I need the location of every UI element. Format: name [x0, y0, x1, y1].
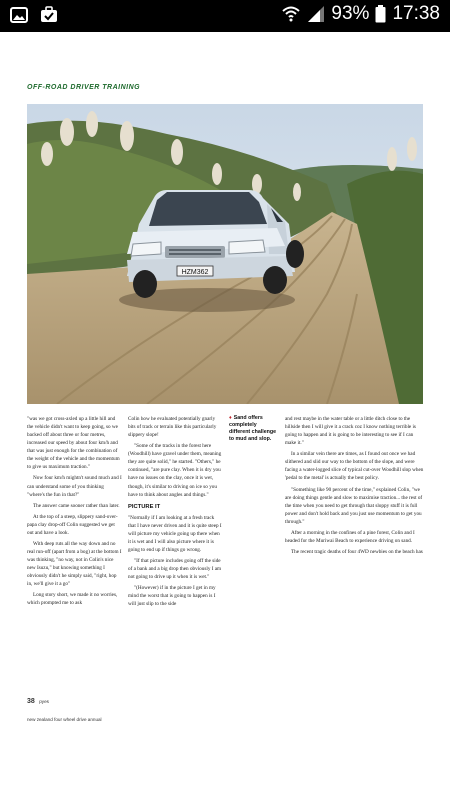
paragraph: The recent tragic deaths of four 4WD newbies on the beach has: [291, 548, 423, 555]
paragraph: In a similar vein there are times, as I found out once we had slithered and slid our way to the bottom of the slope, and were facing a water-logged slice of typical cut-over Woodhill slop when 'pedal to the metal' is actually the best policy.: [285, 451, 424, 482]
license-plate: HZM362: [181, 269, 209, 276]
paragraph: "was we got cross-axled up a little hill and the vehicle didn't want to keep going, so we backed off about three or four metres, increased our speed by about four km/h and that was just enough for the combination of the weight of the vehicle and the momentum to give us maximum traction.": [27, 416, 120, 471]
subhead: PICTURE IT: [128, 503, 161, 510]
paragraph: "If that picture includes going off the side of a bank and a big drop then obviously I am not going to drive up it when it is wet.": [128, 557, 222, 581]
publication-name: new zealand four wheel drive annual: [27, 717, 102, 722]
battery-icon: [375, 5, 386, 23]
battery-percent: 93%: [331, 3, 370, 24]
article-photo: [27, 104, 423, 404]
wifi-icon: [281, 4, 301, 24]
caption-text: Sand offers completely different challenge to mud and slop.: [229, 415, 277, 442]
paragraph: The answer came sooner rather than later.: [33, 502, 120, 509]
article-column-1: [27, 415, 122, 685]
article-column-4: [285, 415, 425, 685]
paragraph: "Something like 90 percent of the time," explained Colin, "we are doing things gentle and slow to maximise traction... the rest of the time when you need to get through that sloppy stuff it is full power and don't hold back and you just use momentum to get you through.": [285, 486, 423, 525]
paragraph: At the top of a steep, slippery sand-over-papa clay drop-off Colin suggested we get out and have a look.: [27, 513, 118, 536]
paragraph: Now four km/h mightn't sound much and I can understand some of you thinking "where's the fun in that?": [27, 475, 122, 498]
page-footer: [27, 690, 102, 726]
page-unit: pyes: [39, 699, 49, 704]
off-road-vehicle-photo: [27, 104, 423, 404]
status-bar-right: [281, 3, 440, 25]
article-body: [27, 415, 425, 685]
paragraph: "(However) if in the picture I get in my mind the worst that is going to happen is I will just slip to the side: [128, 585, 216, 608]
status-bar-left: [10, 6, 58, 24]
paragraph: Colin how he evaluated potentially gnarly bits of track or terrain like this particularly slippery slope!: [128, 416, 217, 439]
paragraph: "Normally if I am looking at a fresh track that I have never driven and it is quite steep I will picture my vehicle going up there when it is wet and I will also picture where it is going to end up if things go wrong.: [128, 514, 222, 553]
paragraph: "Some of the tracks in the forest here (Woodhill) have gravel under them, meaning they are quite solid," he started. "Others," he continued, "are pure clay. When it is dry you have no issues on the clay, once it is wet, though, it's similar to driving on ice so you have to think about angles and things.": [128, 443, 222, 498]
caption-arrow-icon: ♦: [229, 415, 232, 421]
article-column-2: [128, 415, 223, 685]
article-column-3: [229, 415, 279, 685]
image-icon: [10, 6, 28, 24]
paragraph: Long story short, we made it no worries, which prompted me to ask: [27, 592, 118, 607]
clock: 17:38: [392, 3, 440, 24]
paragraph: With deep ruts all the way down and no real run-off (apart from a bog) at the bottom I was thinking, "no way, not in Colin's nice new Isuzu," but knowing something I obviously didn't he simply said, "right, hop in, we'll give it a go": [27, 540, 122, 588]
section-title: OFF-ROAD DRIVER TRAINING: [27, 84, 141, 91]
paragraph: After a morning in the confines of a pine forest, Colin and I headed for the Muriwai Beach to experience driving on sand.: [285, 529, 415, 544]
briefcase-check-icon: [40, 6, 58, 24]
photo-caption: [229, 415, 279, 443]
status-bar: [0, 0, 450, 32]
paragraph: and rest maybe in the water table or a little ditch close to the hillside then I will give it a crack coz I know nothing terrible is going to happen and it is going to be interesting to see if I can make it.": [285, 416, 416, 447]
cell-signal-icon: [307, 5, 325, 23]
page-number: 38: [27, 698, 35, 705]
